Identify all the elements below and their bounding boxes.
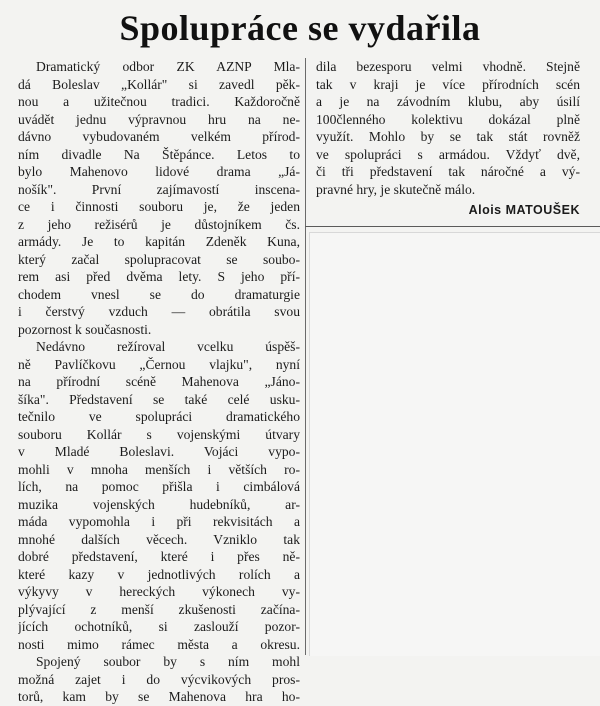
text-line: máda vypomohla i při rekvisitách a — [18, 514, 300, 529]
text-line: pozornost k současnosti. — [18, 321, 152, 337]
text-line: Nedávno režíroval vcelku úspěš- — [36, 339, 300, 354]
text-line: které kazy v jednotlivých rolích a — [18, 566, 300, 582]
text-line: dila bezesporu velmi vhodně. Stejně — [316, 59, 580, 74]
text-line: z jeho režisérů je důstojníkem čs. — [18, 216, 300, 232]
text-line: šíka". Představení se také celé usku- — [18, 391, 300, 407]
text-line: na přírodní scéně Mahenova „Jáno- — [18, 374, 300, 389]
text-line: ve spolupráci s armádou. Vždyť dvě, — [316, 146, 580, 162]
text-line: 100členného kolektivu dokázal plně — [316, 111, 580, 127]
text-line: mohli v mnoha menších i větších ro- — [18, 461, 300, 477]
text-line: který začal spolupracovat se soubo- — [18, 251, 300, 267]
text-line: mnohé dalších věcech. Vzniklo tak — [18, 531, 300, 547]
text-line: výkyvy v hereckých výkonech vy- — [18, 584, 300, 599]
text-line: armády. Je to kapitán Zdeněk Kuna, — [18, 234, 300, 249]
text-line: možná zajet i do výcvikových pros- — [18, 671, 300, 687]
article-column-2 — [316, 58, 580, 220]
text-line: ce i činnosti souboru je, že jeden — [18, 199, 300, 214]
text-line: Spojený soubor by s ním mohl — [36, 654, 300, 669]
article-headline: Spolupráce se vydařila — [119, 8, 481, 48]
text-line: torů, kam by se Mahenova hra ho- — [18, 689, 300, 704]
text-line: plývající z menší zkušenosti začína- — [18, 601, 300, 617]
article-author: Alois MATOUŠEK — [468, 203, 580, 217]
text-line: i čerstvý vzduch — obrátila svou — [18, 304, 300, 319]
text-line: muzika vojenských hudebníků, ar- — [18, 496, 300, 512]
text-line: dá Boleslav „Kollár" si zavedl pěk- — [18, 76, 300, 92]
article-column-1 — [18, 58, 300, 706]
text-line: jících ochotníků, si zaslouží pozor- — [18, 619, 300, 634]
text-line: využít. Mohlo by se tak stát rovněž — [316, 129, 580, 144]
text-line: uvádět jednu výpravnou hru na ne- — [18, 111, 300, 127]
text-line: a je na závodním klubu, aby úsilí — [316, 94, 580, 109]
text-line: bylo Mahenovo lidové drama „Já- — [18, 164, 300, 179]
text-line: pravné hry, je skutečně málo. — [316, 181, 476, 197]
text-line: ním divadle Na Štěpánce. Letos to — [18, 146, 300, 162]
text-line: souboru Kollár s vojenskými útvary — [18, 426, 300, 442]
blank-clipping-area — [309, 232, 600, 656]
text-line: dávno vybudovaném velkém přírod- — [18, 129, 300, 144]
column-divider — [305, 58, 306, 655]
text-line: nosti mimo rámec města a okresu. — [18, 636, 300, 652]
text-line: Dramatický odbor ZK AZNP Mla- — [36, 59, 300, 74]
text-line: ně Pavlíčkovu „Černou vlajku", nyní — [18, 356, 300, 372]
article-end-rule — [305, 226, 600, 227]
text-line: rem asi před dvěma lety. S jeho pří- — [18, 269, 300, 284]
text-line: nou a užitečnou tradici. Každoročně — [18, 94, 300, 109]
text-line: tečnilo ve spolupráci dramatického — [18, 409, 300, 424]
text-line: dobré představení, které i přes ně- — [18, 549, 300, 564]
text-line: tak v kraji je více přírodních scén — [316, 76, 580, 92]
text-line: chodem vnesl se do dramaturgie — [18, 286, 300, 302]
text-line: v Mladé Boleslavi. Vojáci vypo- — [18, 444, 300, 459]
text-line: lích, na pomoc přišla i cimbálová — [18, 479, 300, 494]
text-line: nošík". První zajímavostí inscena- — [18, 181, 300, 197]
text-line: či tři představení tak náročné a vý- — [316, 164, 580, 179]
